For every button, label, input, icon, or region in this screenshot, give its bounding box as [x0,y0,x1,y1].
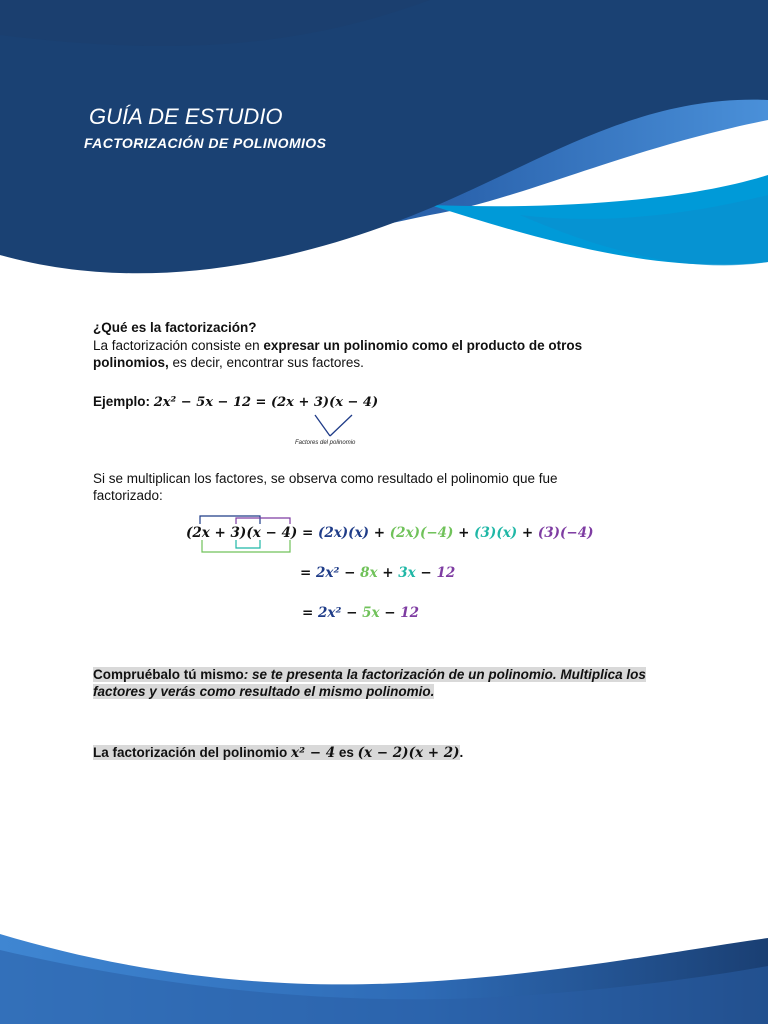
explanation-line-1: Si se multiplican los factores, se observa como resultado el polinomio que fue [93,471,558,486]
final-factors: (x − 2)(x + 2) [357,745,460,761]
footer-wave-banner [0,920,768,1024]
final-statement [93,744,463,762]
operator: + [377,565,399,581]
operator: − [379,605,401,621]
definition-line-2 [93,354,364,371]
definition-bold: expresar un polinomio como el producto de otros [263,338,583,353]
product-term-1: (2x)(x) [317,525,370,541]
expansion-line-1 [186,525,594,541]
guide-title: GUÍA DE ESTUDIO [89,104,283,129]
final-polynomial: x² − 4 [291,745,336,761]
result-term-3: 3x [398,565,416,581]
plus-sign: + [453,525,475,541]
exercise-lead: Compruébalo tú mismo [93,667,244,682]
result-term-2: 8x [360,565,378,581]
example-equation: 2x² − 5x − 12 = (2x + 3)(x − 4) [153,395,379,410]
equals-sign: = [302,605,319,621]
plus-sign: + [517,525,538,541]
result-term-1: 2x² [316,565,340,581]
example-line [93,393,378,411]
final-term-1: 2x² [318,605,342,621]
expansion-lhs: (2x + 3)(x − 4) [186,525,298,541]
final-term-3: 12 [400,605,420,621]
final-text-2: es [335,745,358,760]
exercise-line-1 [93,666,646,683]
equals-sign: = [300,565,317,581]
factors-arrow-icon [310,412,360,440]
operator: − [339,565,361,581]
definition-text-2: es decir, encontrar sus factores. [168,355,364,370]
plus-sign: + [369,525,390,541]
equals-sign: = [297,525,318,541]
question-heading [93,319,257,336]
exercise-colon: : [243,667,249,682]
result-term-4: 12 [436,565,456,581]
explanation-line-2: factorizado: [93,488,163,503]
expansion-line-3 [302,605,419,621]
product-term-4: (3)(−4) [537,525,594,541]
product-term-3: (3)(x) [474,525,518,541]
definition-text: La factorización consiste en [93,338,264,353]
exercise-text-2: factores y verás como resultado el mismo polinomio. [93,684,435,699]
guide-subtitle: FACTORIZACIÓN DE POLINOMIOS [84,135,327,151]
question-text: ¿Qué es la factorización? [93,320,257,335]
example-label: Ejemplo: [93,394,154,409]
final-period: . [459,745,464,760]
final-text-1: La factorización del polinomio [93,745,292,760]
product-term-2: (2x)(−4) [389,525,454,541]
final-term-2: 5x [362,605,380,621]
expansion-line-2 [300,565,455,581]
definition-line-1 [93,337,582,354]
definition-bold-2: polinomios, [93,355,169,370]
exercise-text-1: se te presenta la factorización de un polinomio. Multiplica los [248,667,646,682]
factors-annotation: Factores del polinomio [295,440,356,446]
exercise-line-2 [93,683,434,700]
operator: − [415,565,437,581]
operator: − [341,605,363,621]
